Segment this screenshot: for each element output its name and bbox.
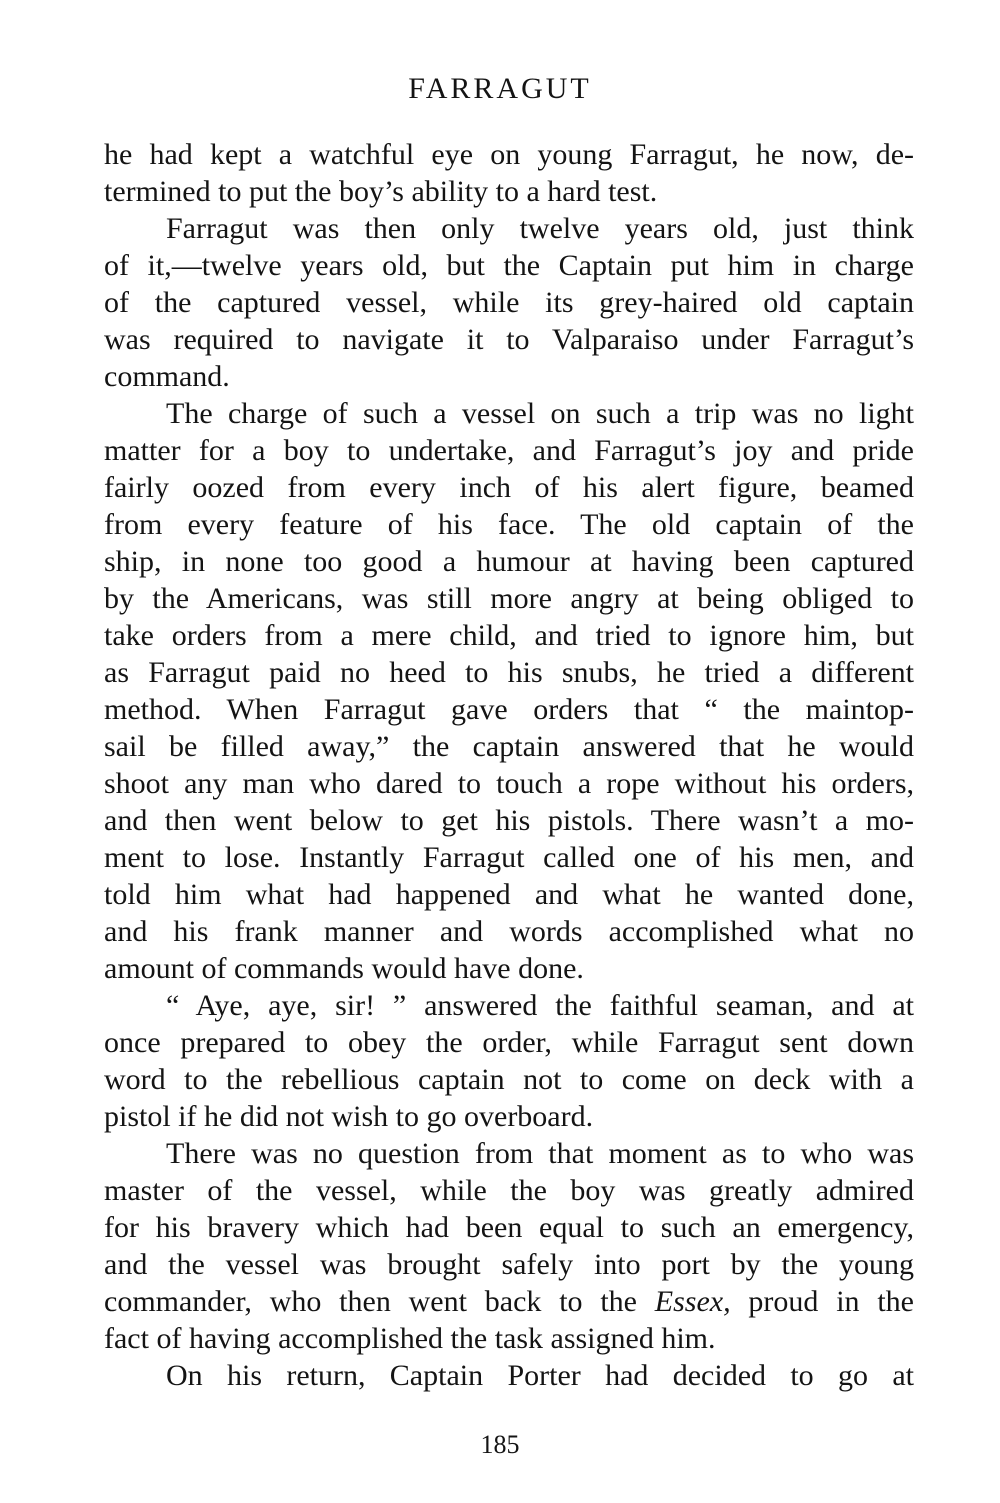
text-line: fact of having accomplished the task assigned him.: [104, 1322, 716, 1355]
text-run: proud in the: [730, 1285, 914, 1318]
text-line: “ Aye, aye, sir! ” answered the faithful seaman, and at: [166, 989, 914, 1022]
text-line: The charge of such a vessel on such a trip was no light: [166, 397, 914, 430]
text-line: pistol if he did not wish to go overboard.: [104, 1100, 594, 1133]
text-line: of it,—twelve years old, but the Captain put him in charge: [104, 249, 914, 282]
text-line: ment to lose. Instantly Farragut called one of his men, and: [104, 841, 914, 874]
text-line: master of the vessel, while the boy was greatly admired: [104, 1174, 914, 1207]
text-line: and the vessel was brought safely into port by the young: [104, 1248, 914, 1281]
page-number: 185: [480, 1430, 520, 1459]
text-line: method. When Farragut gave orders that “ the maintop-: [104, 693, 914, 726]
text-line: word to the rebellious captain not to come on deck with a: [104, 1063, 914, 1096]
text-line: ship, in none too good a humour at having been captured: [104, 545, 914, 578]
text-line: told him what had happened and what he wanted done,: [104, 878, 914, 911]
text-line: Farragut was then only twelve years old, just think: [166, 212, 914, 245]
text-line-with-ship-name: [104, 1283, 914, 1320]
text-line: termined to put the boy’s ability to a hard test.: [104, 175, 658, 208]
text-line: take orders from a mere child, and tried to ignore him, but: [104, 619, 914, 652]
text-run: commander, who then went back to the: [104, 1285, 655, 1318]
text-line: shoot any man who dared to touch a rope without his orders,: [104, 767, 914, 800]
text-line: and his frank manner and words accomplished what no: [104, 915, 914, 948]
text-line: There was no question from that moment as to who was: [166, 1137, 914, 1170]
text-line: and then went below to get his pistols. There wasn’t a mo-: [104, 804, 914, 837]
text-line: fairly oozed from every inch of his alert figure, beamed: [104, 471, 914, 504]
text-line: amount of commands would have done.: [104, 952, 584, 985]
text-line: from every feature of his face. The old captain of the: [104, 508, 914, 541]
text-line: sail be filled away,” the captain answered that he would: [104, 730, 914, 763]
text-line: as Farragut paid no heed to his snubs, he tried a different: [104, 656, 914, 689]
text-line: once prepared to obey the order, while Farragut sent down: [104, 1026, 914, 1059]
text-line: he had kept a watchful eye on young Farragut, he now, de-: [104, 138, 914, 171]
text-line: for his bravery which had been equal to such an emergency,: [104, 1211, 914, 1244]
body-text: [104, 136, 914, 1394]
text-line: command.: [104, 360, 230, 393]
text-line: by the Americans, was still more angry at being obliged to: [104, 582, 914, 615]
running-head: FARRAGUT: [408, 72, 592, 105]
text-line: of the captured vessel, while its grey-haired old captain: [104, 286, 914, 319]
ship-name: Essex,: [654, 1285, 731, 1318]
text-line: On his return, Captain Porter had decided to go at: [166, 1359, 914, 1392]
text-line: matter for a boy to undertake, and Farragut’s joy and pride: [104, 434, 914, 467]
text-line: was required to navigate it to Valparaiso under Farragut’s: [104, 323, 914, 356]
